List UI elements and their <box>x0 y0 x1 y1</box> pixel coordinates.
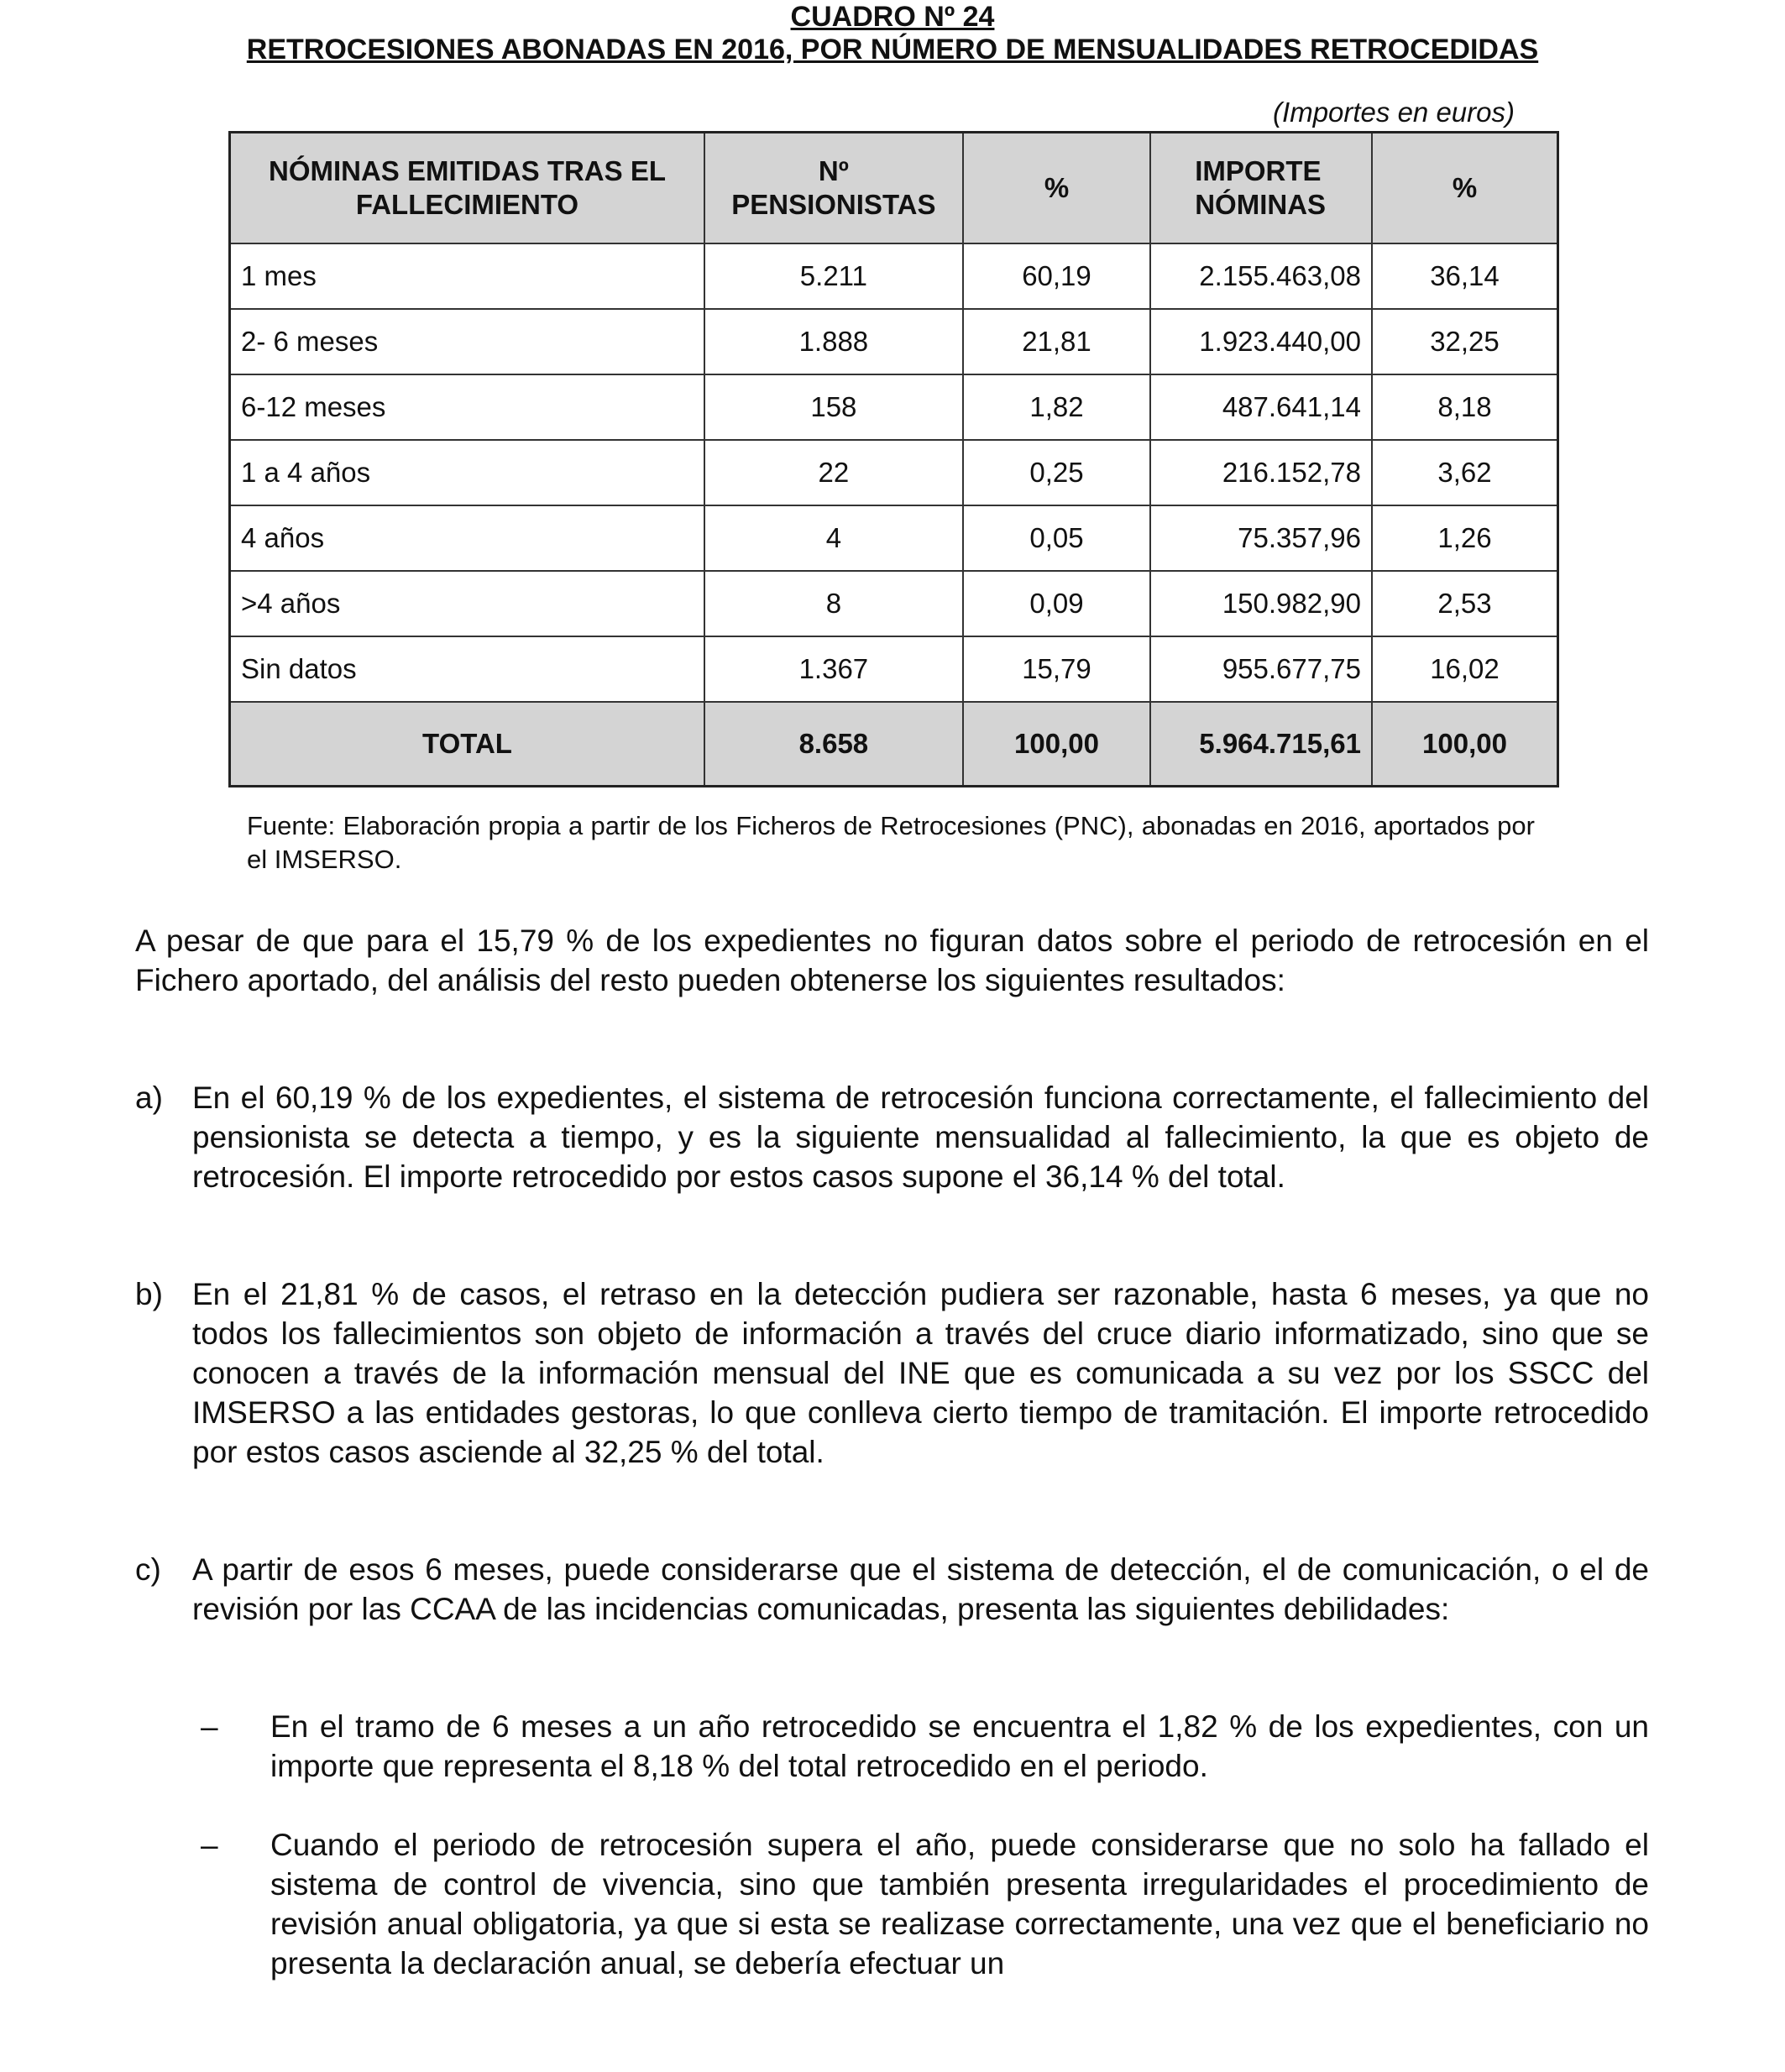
row-pct-importe: 8,18 <box>1372 374 1558 440</box>
row-importe: 487.641,14 <box>1150 374 1372 440</box>
table-header-row <box>230 133 1558 244</box>
row-label: 1 a 4 años <box>230 440 704 505</box>
row-pct: 1,82 <box>963 374 1150 440</box>
row-pct: 0,09 <box>963 571 1150 636</box>
row-pensionistas: 5.211 <box>704 243 963 309</box>
table-row <box>230 374 1558 440</box>
header-pct-pensionistas: % <box>963 133 1150 244</box>
units-note: (Importes en euros) <box>1273 97 1515 128</box>
row-importe: 955.677,75 <box>1150 636 1372 702</box>
dash-marker: – <box>201 1828 218 1862</box>
row-pensionistas: 4 <box>704 505 963 571</box>
table-row <box>230 571 1558 636</box>
row-pct: 60,19 <box>963 243 1150 309</box>
intro-paragraph: A pesar de que para el 15,79 % de los expedientes no figuran datos sobre el periodo de retrocesión en el Fichero aportado, del análisis del resto pueden obtenerse los siguientes resultados: <box>135 924 1649 997</box>
total-pensionistas: 8.658 <box>704 702 963 787</box>
list-marker: c) <box>135 1552 161 1587</box>
row-pct: 0,05 <box>963 505 1150 571</box>
row-label: 2- 6 meses <box>230 309 704 374</box>
row-importe: 216.152,78 <box>1150 440 1372 505</box>
dash-marker: – <box>201 1709 218 1744</box>
row-importe: 2.155.463,08 <box>1150 243 1372 309</box>
total-importe: 5.964.715,61 <box>1150 702 1372 787</box>
table-row <box>230 636 1558 702</box>
list-item-text: A partir de esos 6 meses, puede considerarse que el sistema de detección, el de comunicación, o el de revisión por las CCAA de las incidencias comunicadas, presenta las siguientes debilidades: <box>192 1552 1649 1626</box>
source-note: Fuente: Elaboración propia a partir de los Ficheros de Retrocesiones (PNC), abonadas en 2016, aportados por el IMSERSO. <box>247 811 1535 874</box>
list-item-text: En el 21,81 % de casos, el retraso en la detección pudiera ser razonable, hasta 6 meses, ya que no todos los fallecimientos son objeto de información a través del cruce diario informatizado, sino que se conocen a través de la información mensual del INE que es comunicada a su vez por los SSCC del IMSERSO a las entidades gestoras, lo que conlleva cierto tiempo de tramitación. El importe retrocedido por estos casos asciende al 32,25 % del total. <box>192 1277 1649 1469</box>
row-pct: 15,79 <box>963 636 1150 702</box>
header-pct-importe: % <box>1372 133 1558 244</box>
row-label: Sin datos <box>230 636 704 702</box>
row-pct-importe: 32,25 <box>1372 309 1558 374</box>
row-pct: 21,81 <box>963 309 1150 374</box>
table-row <box>230 440 1558 505</box>
header-pensionistas: Nº PENSIONISTAS <box>704 133 963 244</box>
row-label: 4 años <box>230 505 704 571</box>
retrocesiones-table <box>228 131 1559 787</box>
total-label: TOTAL <box>230 702 704 787</box>
table-title: RETROCESIONES ABONADAS EN 2016, POR NÚMERO DE MENSUALIDADES RETROCEDIDAS <box>246 34 1539 65</box>
list-marker: b) <box>135 1277 163 1311</box>
table-number: CUADRO Nº 24 <box>790 1 995 33</box>
header-importe: IMPORTE NÓMINAS <box>1150 133 1372 244</box>
row-importe: 1.923.440,00 <box>1150 309 1372 374</box>
row-pct-importe: 16,02 <box>1372 636 1558 702</box>
row-pensionistas: 8 <box>704 571 963 636</box>
row-pct-importe: 36,14 <box>1372 243 1558 309</box>
header-nominas: NÓMINAS EMITIDAS TRAS EL FALLECIMIENTO <box>230 133 704 244</box>
row-pct: 0,25 <box>963 440 1150 505</box>
row-importe: 150.982,90 <box>1150 571 1372 636</box>
row-pct-importe: 3,62 <box>1372 440 1558 505</box>
list-item-text: En el 60,19 % de los expedientes, el sistema de retrocesión funciona correctamente, el fallecimiento del pensionista se detecta a tiempo, y es la siguiente mensualidad al fallecimiento, la que es objeto de retrocesión. El importe retrocedido por estos casos supone el 36,14 % del total. <box>192 1080 1649 1194</box>
row-importe: 75.357,96 <box>1150 505 1372 571</box>
row-label: 6-12 meses <box>230 374 704 440</box>
table-row <box>230 309 1558 374</box>
total-pct: 100,00 <box>963 702 1150 787</box>
row-pensionistas: 22 <box>704 440 963 505</box>
row-label: >4 años <box>230 571 704 636</box>
total-pct-importe: 100,00 <box>1372 702 1558 787</box>
table-row <box>230 505 1558 571</box>
row-label: 1 mes <box>230 243 704 309</box>
table-row <box>230 243 1558 309</box>
row-pensionistas: 158 <box>704 374 963 440</box>
row-pensionistas: 1.367 <box>704 636 963 702</box>
dash-item-text: En el tramo de 6 meses a un año retrocedido se encuentra el 1,82 % de los expedientes, con un importe que representa el 8,18 % del total retrocedido en el periodo. <box>270 1709 1649 1783</box>
list-marker: a) <box>135 1080 163 1115</box>
row-pct-importe: 1,26 <box>1372 505 1558 571</box>
row-pensionistas: 1.888 <box>704 309 963 374</box>
table-total-row <box>230 702 1558 787</box>
dash-item-text: Cuando el periodo de retrocesión supera el año, puede considerarse que no solo ha fallado el sistema de control de vivencia, sino que también presenta irregularidades el procedimiento de revisión anual obligatoria, ya que si esta se realizase correctamente, una vez que el beneficiario no presenta la declaración anual, se debería efectuar un <box>270 1828 1649 1980</box>
row-pct-importe: 2,53 <box>1372 571 1558 636</box>
